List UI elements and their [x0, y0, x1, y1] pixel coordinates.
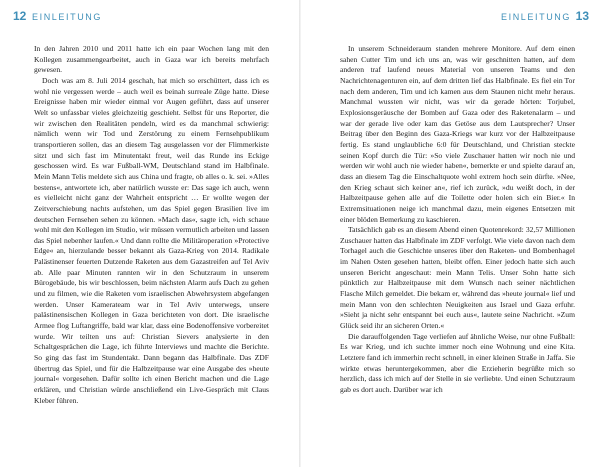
- paragraph: Tatsächlich gab es an diesem Abend einen Quotenrekord: 32,57 Millionen Zuschauer hatten das Halbfinale im ZDF verfolgt. Wie viele davon nach dem Torhagel auch die Geschichte unseres über den Raketen- und Bombenhagel im Nahen Osten gesehen hatten, bleibt offen. Einer jedoch hatte sich auch unseren Bericht angeschaut: mein Mann Telis. Unser Sohn hatte sich pünktlich zur Halbzeitpause mit dem Wunsch nach seiner nächtlichen Flasche Milch gemeldet. Die bekam er, während das »heute journal« lief und mein Mann von den schlechten Neuigkeiten aus Israel und Gaza erfuhr. »Sieht ja nicht sehr entspannt bei euch aus«, lautete seine Nachricht. »Zum Glück seid ihr an sicheren Orten.«: [340, 225, 575, 331]
- paragraph: In den Jahren 2010 und 2011 hatte ich ein paar Wochen lang mit den Kollegen zusammengearbeitet, auch in Gaza war ich bereits mehrfach gewesen.: [34, 44, 269, 75]
- paragraph: In unserem Schneideraum standen mehrere Monitore. Auf dem einen sahen Cutter Tim und ich uns an, was wir geschnitten hatten, auf dem anderen traf laufend neues Material von unseren Teams und den Nachrichtenagenturen ein, auf dem dritten lief das Halbfinale. Es fiel ein Tor nach dem anderen, Tim und ich kamen aus dem Staunen nicht mehr heraus. Manchmal wussten wir nicht, was wir da gerade hörten: Torjubel, Explosionsgeräusche der Bomben auf Gaza oder des Raketenalarm – und war der gerade live oder kam das Getöse aus dem Lautsprecher? Unser Beitrag über den Beginn des Gaza-Kriegs war kurz vor der Halbzeitpause fertig. Es stand unglaubliche 6:0 für Deutschland, und Christian steckte seinen Kopf durch die Tür: »So viele Zuschauer hatten wir noch nie und werden wir wohl auch nie wieder haben«, bemerkte er und spielte darauf an, dass an diesem Tag die Einschaltquote wohl extrem hoch sein dürfte. »Nee, den Krieg schaut sich keiner an«, rief ich zurück, »du weißt doch, in der Halbzeitpause gehen alle auf die Toilette oder holen sich ein Bier.« In Extremsituationen neige ich manchmal dazu, mein eigenes Entsetzen mit einer blöden Bemerkung zu kaschieren.: [340, 44, 575, 224]
- right-page: [301, 0, 600, 467]
- paragraph: Die darauffolgenden Tage verliefen auf ähnliche Weise, nur ohne Fußball: Es war Krieg, und ich suchte immer noch eine Wohnung und eine Kita. Letztere fand ich immerhin recht schnell, in einer kleinen Straße in Jaffa. Sie wirkte etwas heruntergekommen, aber die Erzieherin begrüßte mich so herzlich, dass ich mich auf der Stelle in sie verliebte. Und einen Schutzraum gab es dort auch. Darüber war ich: [340, 331, 575, 394]
- right-page-body: [340, 44, 575, 396]
- running-head: EINLEITUNG: [500, 12, 571, 22]
- paragraph: Doch was am 8. Juli 2014 geschah, hat mich so erschüttert, dass ich es wohl nie vergessen werde – auch weil es beinah surreale Züge hatte. Diese Ereignisse haben mir wieder einmal vor Augen geführt, dass auf unserer Welt so unfassbar vieles gleichzeitig geschieht. Selbst für uns Reporter, die wir zwischen den Realitäten pendeln, wird es da manchmal schwierig: nämlich wenn wir Tod und Zerstörung zu einem Fernsehpublikum transportieren sollen, das an diesem Tag ausgelassen vor der Flimmerkiste sitzt und sich fast im Minutentakt freut, weil das Runde ins Eckige geschossen wird. Es war Fußball-WM, Deutschland stand im Halbfinale. Mein Mann Telis meldete sich aus China und fragte, ob alles o. k. sei. »Alles bestens«, antwortete ich, aber natürlich wusste er: Das sage ich auch, wenn es vielleicht nicht ganz der Wahrheit entspricht … Er wollte wegen der Zeitverschiebung nachts aufstehen, um das Spiel gegen Brasilien live im deutschen Fernsehen sehen zu können. »Mach das«, sagte ich, »ich schaue wohl mit den Kollegen im Studio, wir müssen vermutlich arbeiten und lassen das Spiel nebenher laufen.« Und dann rollte die Militäroperation »Protective Edge« an, hierzulande besser bekannt als Gaza-Krieg von 2014. Radikale Palästinenser feuerten Dutzende Raketen aus dem Gazastreifen auf Tel Aviv ab. Alle paar Minuten rannten wir in den Schutzraum in unserem Bürogebäude, bis wir beschlossen, beim nächsten Alarm aufs Dach zu gehen und zu filmen, wie die Raketen vom israelischen Abwehrsystem abgefangen werden. Unser Kamerateam war in Tel Aviv unterwegs, unsere palästinensischen Kollegen in Gaza berichteten von dort. Die israelische Armee flog Luftangriffe, bald war klar, dass eine Bodenoffensive vorbereitet wurde. Wir teilten uns auf: Christian Sievers analysierte in den Schaltgesprächen die Lage, ich führte Interviews und machte die Berichte. So ging das fast im Stundentakt. Dann begann das Halbfinale. Das ZDF übertrug das Spiel, und für die Halbzeitpause war eine Ausgabe des »heute journal« vorgesehen. Dafür sollte ich einen Bericht machen und die Lage erklären, und Christian würde anschließend ein Live-Gespräch mit Claus Kleber führen.: [34, 75, 269, 405]
- page-number: 13: [575, 9, 589, 23]
- left-page: [0, 0, 299, 467]
- running-head: EINLEITUNG: [32, 12, 103, 22]
- page-number: 12: [13, 9, 27, 23]
- left-page-body: [34, 44, 269, 406]
